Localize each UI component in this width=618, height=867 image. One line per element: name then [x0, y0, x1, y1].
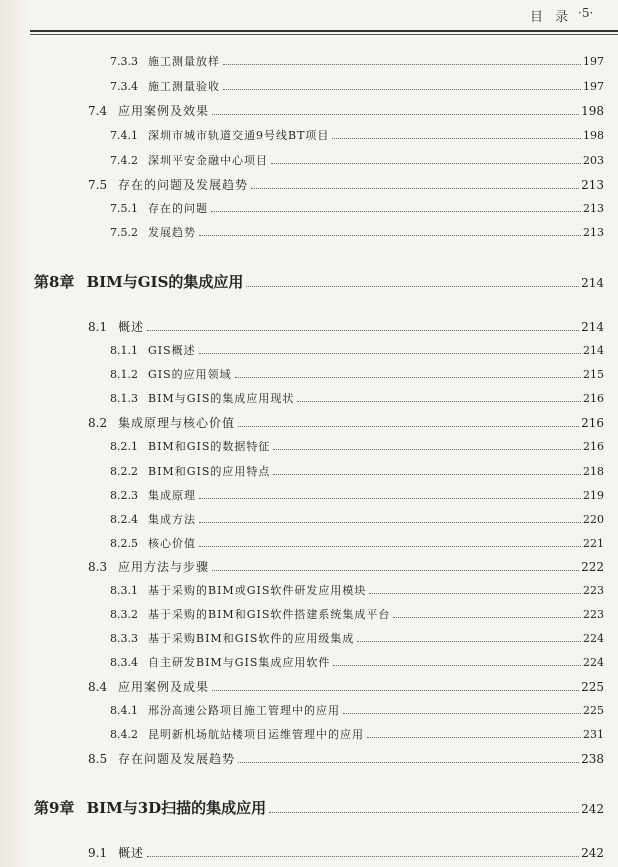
toc-entry [110, 53, 604, 69]
toc-entry [88, 844, 604, 861]
toc-entry [110, 342, 604, 358]
toc-entry-page: 213 [583, 226, 604, 239]
toc-leader-dots [211, 211, 581, 212]
toc-leader-dots [367, 737, 581, 738]
toc-entry-number: 8.1.1 [110, 344, 138, 357]
toc-entry-title: 集成方法 [148, 513, 196, 526]
toc-entry-number: 8.4 [88, 680, 108, 694]
toc-entry-number: 8.3.2 [110, 608, 138, 621]
toc-entry-number: 8.2.5 [110, 537, 138, 550]
toc-leader-dots [235, 377, 581, 378]
running-header-title: 目 录 [530, 10, 573, 25]
toc-entry-number: 8.2 [88, 416, 108, 430]
toc-entry [110, 487, 604, 503]
toc-entry-number: 7.5 [88, 178, 108, 192]
toc-entry-page: 216 [583, 392, 604, 405]
toc-entry [110, 606, 604, 622]
toc-entry-page: 218 [583, 465, 604, 478]
toc-entry-page: 224 [583, 632, 604, 645]
toc-entry-number: 8.5 [88, 752, 108, 766]
toc-entry [110, 390, 604, 406]
toc-entry-title: 自主研发BIM与GIS集成应用软件 [148, 656, 331, 669]
toc-entry-number: 8.2.4 [110, 513, 138, 526]
toc-entry-page: 220 [583, 513, 604, 526]
toc-entry-page: 231 [583, 728, 604, 741]
toc-entry-number: 8.1.2 [110, 368, 138, 381]
toc-entry-title: 基于采购的BIM或GIS软件研发应用模块 [148, 584, 367, 597]
toc-entry [88, 558, 604, 575]
toc-entry-title: 集成原理与核心价值 [118, 416, 236, 430]
toc-leader-dots [393, 617, 581, 618]
toc-entry-page: 213 [581, 178, 604, 192]
toc-entry-page: 203 [583, 154, 604, 167]
toc-chapter-title: BIM与GIS的集成应用 [86, 273, 244, 291]
toc-entry-title: BIM和GIS的数据特征 [148, 440, 271, 453]
toc-leader-dots [199, 546, 581, 547]
toc-entry-title: BIM与GIS的集成应用现状 [148, 392, 295, 405]
toc-entry-number: 7.4.2 [110, 154, 138, 167]
toc-entry [88, 102, 604, 119]
toc-entry-number: 8.2.2 [110, 465, 138, 478]
toc-entry-page: 225 [583, 704, 604, 717]
toc-entry-title: 深圳市城市轨道交通9号线BT项目 [148, 129, 330, 142]
toc-leader-dots [223, 89, 581, 90]
toc-entry-number: 7.5.2 [110, 226, 138, 239]
toc-entry-page: 242 [581, 802, 604, 816]
toc-entry [110, 463, 604, 479]
toc-leader-dots [212, 690, 579, 691]
toc-chapter-title: BIM与3D扫描的集成应用 [86, 799, 267, 817]
toc-entry [88, 750, 604, 767]
toc-entry-page: 214 [583, 344, 604, 357]
toc-entry-number: 7.4.1 [110, 129, 138, 142]
toc-entry [110, 152, 604, 168]
toc-entry [110, 726, 604, 742]
toc-entry-number: 7.3.3 [110, 55, 138, 68]
toc-entry-number: 7.5.1 [110, 202, 138, 215]
toc-entry-page: 214 [581, 320, 604, 334]
toc-entry-page: 221 [583, 537, 604, 550]
toc-leader-dots [333, 665, 581, 666]
toc-entry-page: 219 [583, 489, 604, 502]
toc-entry-title: 基于采购的BIM和GIS软件搭建系统集成平台 [148, 608, 391, 621]
toc-leader-dots [332, 138, 581, 139]
toc-entry [110, 438, 604, 454]
toc-leader-dots [273, 449, 581, 450]
toc-entry [88, 176, 604, 193]
toc-leader-dots [147, 330, 579, 331]
toc-leader-dots [251, 188, 579, 189]
toc-entry-title: 应用案例及成果 [118, 680, 210, 694]
toc-entry-title: 存在的问题 [148, 202, 208, 215]
toc-entry-page: 197 [583, 55, 604, 68]
toc-entry-page: 197 [583, 80, 604, 93]
running-header-page-number: ·5· [578, 6, 594, 20]
toc-entry-page: 198 [581, 104, 604, 118]
toc-entry [110, 535, 604, 551]
toc-entry-title: GIS的应用领域 [148, 368, 232, 381]
toc-leader-dots [212, 114, 579, 115]
toc-leader-dots [238, 762, 579, 763]
toc-leader-dots [199, 353, 581, 354]
toc-leader-dots [199, 522, 581, 523]
toc-entry-title: 邢汾高速公路项目施工管理中的应用 [148, 704, 340, 717]
toc-leader-dots [199, 235, 581, 236]
toc-entry [110, 78, 604, 94]
toc-entry-page: 224 [583, 656, 604, 669]
toc-entry-number: 8.3.4 [110, 656, 138, 669]
toc-entry-title: 施工测量放样 [148, 55, 220, 68]
toc-entry-page: 216 [581, 416, 604, 430]
toc-entry-page: 213 [583, 202, 604, 215]
toc-leader-dots [223, 64, 581, 65]
toc-chapter-entry [34, 271, 604, 292]
toc-entry-title: 核心价值 [148, 537, 196, 550]
toc-entry [110, 654, 604, 670]
toc-entry-number: 8.1 [88, 320, 108, 334]
toc-entry [110, 366, 604, 382]
toc-leader-dots [212, 570, 579, 571]
toc-entry-page: 223 [583, 608, 604, 621]
toc-leader-dots [246, 286, 579, 287]
toc-chapter-entry [34, 797, 604, 818]
toc-entry-title: 概述 [118, 846, 145, 860]
toc-entry [110, 702, 604, 718]
toc-entry-page: 222 [581, 560, 604, 574]
toc-chapter-number: 第9章 [34, 799, 75, 817]
toc-entry-page: 216 [583, 440, 604, 453]
toc-entry-number: 8.2.3 [110, 489, 138, 502]
toc-entry-number: 8.3.1 [110, 584, 138, 597]
toc-entry [88, 414, 604, 431]
toc-entry-number: 9.1 [88, 846, 108, 860]
toc-leader-dots [273, 474, 581, 475]
toc-chapter-number: 第8章 [34, 273, 75, 291]
toc-leader-dots [147, 856, 579, 857]
toc-entry-number: 8.4.1 [110, 704, 138, 717]
toc-entry [110, 127, 604, 143]
toc-leader-dots [297, 401, 581, 402]
toc-entry-page: 223 [583, 584, 604, 597]
toc-entry-page: 225 [581, 680, 604, 694]
toc-entry-page: 198 [583, 129, 604, 142]
toc-entry-title: 昆明新机场航站楼项目运维管理中的应用 [148, 728, 364, 741]
toc-entry-number: 8.3 [88, 560, 108, 574]
toc-entry-title: 施工测量验收 [148, 80, 220, 93]
toc-entry-number: 7.4 [88, 104, 108, 118]
toc-entry-title: 深圳平安金融中心项目 [148, 154, 268, 167]
toc-entry-number: 8.2.1 [110, 440, 138, 453]
toc-entry-page: 238 [581, 752, 604, 766]
toc-entry-title: BIM和GIS的应用特点 [148, 465, 271, 478]
toc-leader-dots [369, 593, 581, 594]
toc-entry [110, 224, 604, 240]
toc-entry [88, 318, 604, 335]
toc-entry [110, 200, 604, 216]
toc-leader-dots [199, 498, 581, 499]
toc-entry [110, 630, 604, 646]
toc-entry-title: 应用方法与步骤 [118, 560, 210, 574]
toc-leader-dots [357, 641, 581, 642]
toc-leader-dots [269, 812, 579, 813]
toc-entry-title: 发展趋势 [148, 226, 196, 239]
toc-entry [88, 678, 604, 695]
toc-leader-dots [271, 163, 581, 164]
toc-entry-page: 242 [581, 846, 604, 860]
toc-entry-title: 存在问题及发展趋势 [118, 752, 236, 766]
toc-entry-title: 集成原理 [148, 489, 196, 502]
toc-entry-title: 存在的问题及发展趋势 [118, 178, 249, 192]
toc-entry-page: 215 [583, 368, 604, 381]
toc-entry-title: 概述 [118, 320, 145, 334]
toc-entry [110, 511, 604, 527]
toc-leader-dots [343, 713, 581, 714]
toc-entry-page: 214 [581, 276, 604, 290]
toc-entry-title: 基于采购BIM和GIS软件的应用级集成 [148, 632, 355, 645]
toc-entry-number: 7.3.4 [110, 80, 138, 93]
toc-leader-dots [238, 426, 579, 427]
toc-entry-title: GIS概述 [148, 344, 196, 357]
toc-entry-title: 应用案例及效果 [118, 104, 210, 118]
toc-entry-number: 8.1.3 [110, 392, 138, 405]
toc-entry-number: 8.3.3 [110, 632, 138, 645]
toc-entry [110, 582, 604, 598]
toc-entry-number: 8.4.2 [110, 728, 138, 741]
